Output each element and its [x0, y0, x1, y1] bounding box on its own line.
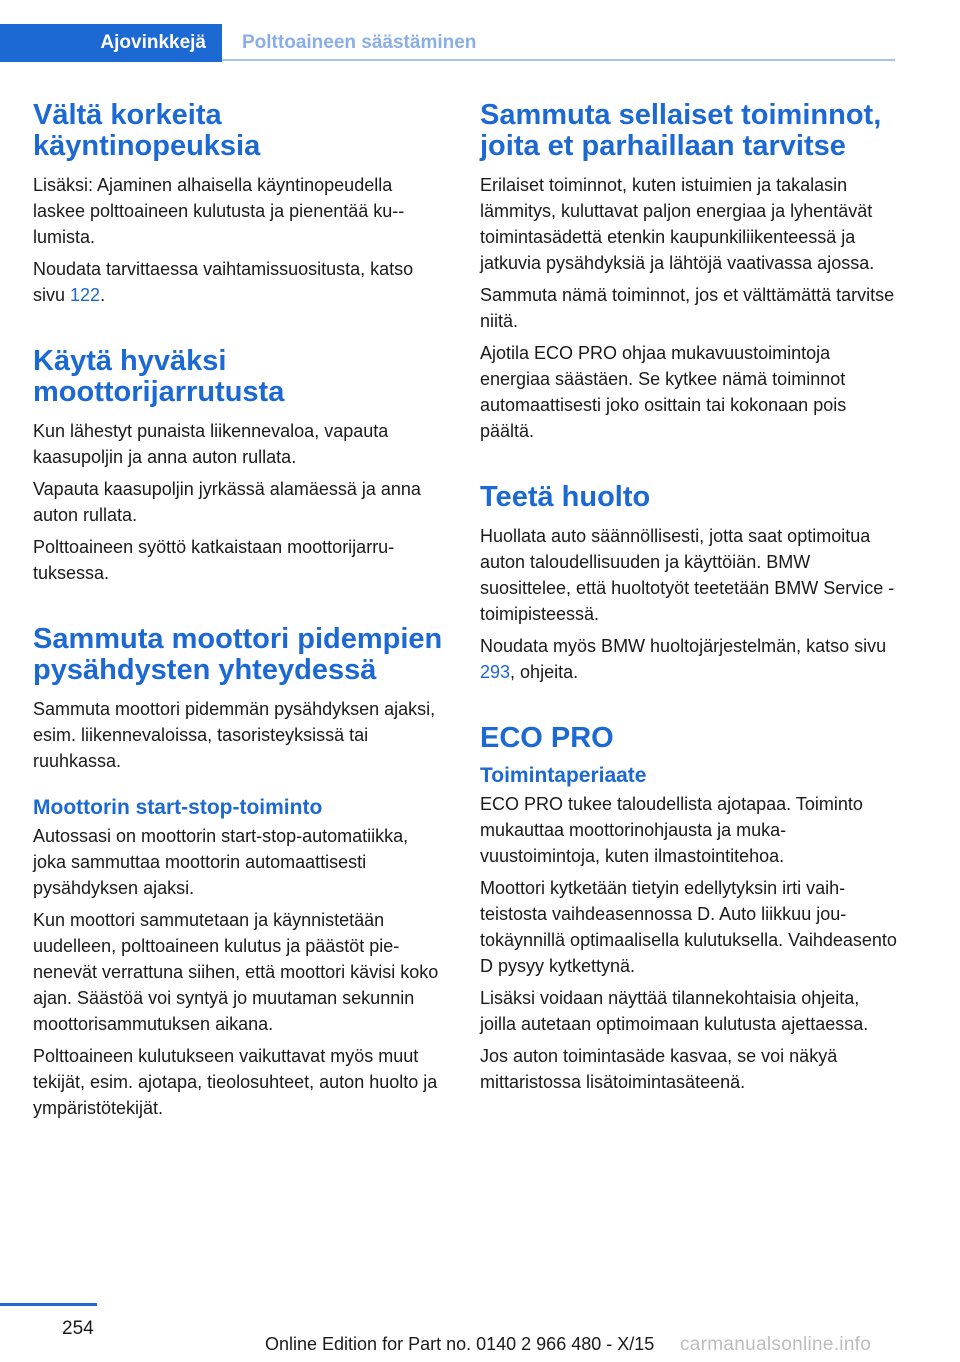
- paragraph-text: Noudata tarvittaessa vaihtamissuositusta, katso sivu: [33, 259, 414, 305]
- section-title-stop-engine: Sammuta moottori pidempien pysähdysten yhteydessä: [33, 623, 443, 686]
- subsection-title-principle: Toimintaperiaate: [480, 764, 647, 787]
- header-divider: [222, 59, 895, 61]
- page-header: [0, 0, 960, 62]
- paragraph: Vapauta kaasupoljin jyrkässä alamäessä ja anna auton rullata.: [33, 479, 421, 525]
- paragraph-text: Noudata myös BMW huoltojärjestelmän, katso sivu: [480, 636, 887, 656]
- paragraph: Ajotila ECO PRO ohjaa mukavuustoimintoja energiaa säästäen. Se kytkee nämä toiminnot automaattisesti joko osittain tai kokonaan pois päältä.: [480, 343, 847, 441]
- watermark: carmanualsonline.info: [680, 1334, 872, 1355]
- paragraph: Lisäksi: Ajaminen alhaisella käyntinopeudella laskee polttoaineen kulutusta ja pienentää ku-lumista.: [33, 175, 405, 247]
- page-link-293[interactable]: 293: [480, 662, 511, 682]
- paragraph: [480, 633, 900, 685]
- page-link-122[interactable]: 122: [70, 285, 101, 305]
- edition-footer: Online Edition for Part no. 0140 2 966 480 - X/15: [265, 1334, 655, 1354]
- section-title-engine-braking: Käytä hyväksi moottorijarrutusta: [33, 345, 285, 408]
- paragraph: Polttoaineen syöttö katkaistaan moottorijarrutuksessa.: [33, 537, 395, 583]
- paragraph: Autossasi on moottorin start-stop-automatiikka, joka sammuttaa moottorin automaattisesti pysähdyksen ajaksi.: [33, 826, 409, 898]
- paragraph: Huollata auto säännöllisesti, jotta saat optimoitua auton taloudellisuuden ja käyttöiän. BMW suosittelee, että huoltotyöt teetetään BMW Service -toimipisteessä.: [480, 526, 895, 624]
- paragraph: Polttoaineen kulutukseen vaikuttavat myös muut tekijät, esim. ajotapa, tieolosuhteet, auton huolto ja ympäristötekijät.: [33, 1046, 438, 1118]
- paragraph: Moottori kytketään tietyin edellytyksin irti vaihteistosta vaihdeasennossa D. Auto liikkuu joutokäynnillä optimaalisella kulutuksella. Vaihdeasento D pysyy kytkettynä.: [480, 878, 897, 976]
- paragraph: [33, 256, 443, 308]
- right-column: [480, 100, 900, 1101]
- paragraph: ECO PRO tukee taloudellista ajotapaa. Toiminto mukauttaa moottorinohjausta ja mukavuustoimintoja, kuten ilmastointitehoa.: [480, 794, 863, 866]
- left-column: [33, 100, 443, 1127]
- paragraph: Jos auton toimintasäde kasvaa, se voi näkyä mittaristossa lisätoimintasäteenä.: [480, 1046, 838, 1092]
- page-number: 254: [62, 1318, 94, 1339]
- paragraph: Lisäksi voidaan näyttää tilannekohtaisia ohjeita, joilla autetaan optimoimaan kulutusta ajettaessa.: [480, 988, 869, 1034]
- paragraph-text: , ohjeita.: [510, 662, 579, 682]
- section-title-eco-pro: ECO PRO: [480, 722, 614, 754]
- chapter-tab[interactable]: [0, 24, 222, 62]
- paragraph: Sammuta moottori pidemmän pysähdyksen ajaksi, esim. liikennevaloissa, tasoristeyksissä tai ruuhkassa.: [33, 699, 436, 771]
- page-number-rule: [0, 1303, 97, 1306]
- section-title-switch-off-functions: Sammuta sellaiset toiminnot, joita et parhaillaan tarvitse: [480, 99, 882, 162]
- section-tab[interactable]: [222, 24, 476, 62]
- paragraph: Sammuta nämä toiminnot, jos et välttämättä tarvitse niitä.: [480, 285, 895, 331]
- section-title-service: Teetä huolto: [480, 481, 651, 513]
- paragraph: Kun moottori sammutetaan ja käynnistetään uudelleen, polttoaineen kulutus ja päästöt pienenevät verrattuna siihen, että moottori kävisi koko ajan. Säästöä voi syntyä jo muutaman sekunnin moottorisammutuksen aikana.: [33, 910, 439, 1034]
- subsection-title-start-stop: Moottorin start-stop-toiminto: [33, 796, 323, 819]
- section-title-rpm: Vältä korkeita käyntinopeuksia: [33, 99, 261, 162]
- paragraph: Erilaiset toiminnot, kuten istuimien ja takalasin lämmitys, kuluttavat paljon energiaa ja lyhentävät toimintasädettä etenkin kaupunkiliikenteessä ja jatkuvia pysähdyksiä ja lähtöjä vaativassa ajossa.: [480, 175, 875, 273]
- paragraph-text: .: [100, 285, 106, 305]
- section-tab-label: Polttoaineen säästäminen: [242, 32, 477, 53]
- chapter-tab-label: Ajovinkkejä: [100, 32, 206, 53]
- paragraph: Kun lähestyt punaista liikennevaloa, vapauta kaasupoljin ja anna auton rullata.: [33, 421, 389, 467]
